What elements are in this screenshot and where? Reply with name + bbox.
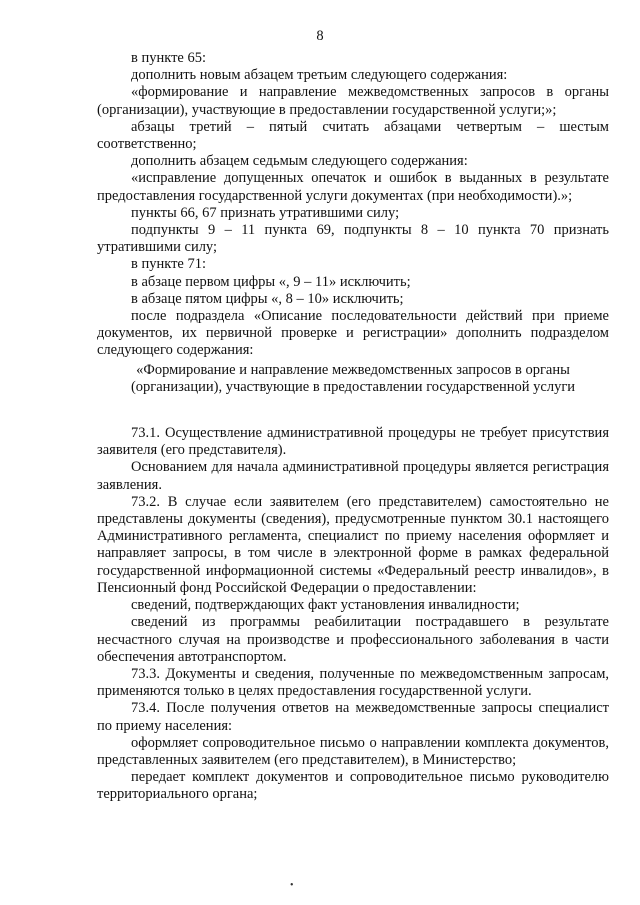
paragraph: абзацы третий – пятый считать абзацами четвертым – шестым соответственно;: [97, 118, 609, 153]
page-number: 8: [316, 28, 324, 44]
paragraph: 73.4. После получения ответов на межведомственные запросы специалист по приему населения:: [97, 700, 609, 734]
paragraph: сведений из программы реабилитации пострадавшего в результате несчастного случая на производстве и профессионального заболевания в части обеспечения автотранспортом.: [97, 614, 609, 665]
paragraph: дополнить новым абзацем третьим следующего содержания:: [131, 67, 508, 84]
paragraph: передает комплект документов и сопроводительное письмо руководителю территориального органа;: [97, 769, 609, 803]
paragraph: дополнить абзацем седьмым следующего содержания:: [131, 153, 468, 170]
section-heading-line-2: (организации), участвующие в предоставлении государственной услуги: [130, 378, 576, 395]
paragraph: Основанием для начала административной процедуры является регистрация заявления.: [97, 459, 609, 493]
scan-speck: •: [290, 880, 294, 891]
paragraph: пункты 66, 67 признать утратившими силу;: [131, 204, 400, 221]
paragraph: подпункты 9 – 11 пункта 69, подпункты 8 – 10 пункта 70 признать утратившими силу;: [97, 222, 609, 256]
paragraph: в пункте 71:: [131, 256, 207, 273]
paragraph: 73.1. Осуществление административной процедуры не требует присутствия заявителя (его представителя).: [97, 425, 609, 459]
paragraph: 73.3. Документы и сведения, полученные по межведомственным запросам, применяются только в целях предоставления государственной услуги.: [97, 665, 609, 700]
document-body: [97, 50, 609, 804]
paragraph: после подраздела «Описание последовательности действий при приеме документов, их первичной проверке и регистрации» дополнить подразделом следующего содержания:: [97, 308, 609, 359]
paragraph: в абзаце первом цифры «, 9 – 11» исключить;: [131, 273, 411, 290]
paragraph: «формирование и направление межведомственных запросов в органы (организации), участвующие в предоставлении государственной услуги;»;: [97, 84, 609, 118]
paragraph: в абзаце пятом цифры «, 8 – 10» исключить;: [131, 290, 404, 307]
section-heading-line-1: «Формирование и направление межведомственных запросов в органы: [136, 361, 570, 378]
paragraph: в пункте 65:: [131, 50, 207, 66]
paragraph: 73.2. В случае если заявителем (его представителем) самостоятельно не представлены документы (сведения), предусмотренные пунктом 30.1 настоящего Административного регламента, специалист по приему населения оформляет и направляет запросы, в том числе в электронной форме в рамках федеральной государственной информационной системы «Федеральный реестр инвалидов», в Пенсионный фонд Российской Федерации о предоставлении:: [97, 493, 609, 596]
paragraph: оформляет сопроводительное письмо о направлении комплекта документов, представленных заявителем (его представителем), в Министерство;: [97, 734, 609, 768]
paragraph: «исправление допущенных опечаток и ошибок в выданных в результате предоставления государственной услуги документах (при необходимости).»;: [97, 170, 609, 204]
paragraph: сведений, подтверждающих факт установления инвалидности;: [131, 597, 520, 614]
